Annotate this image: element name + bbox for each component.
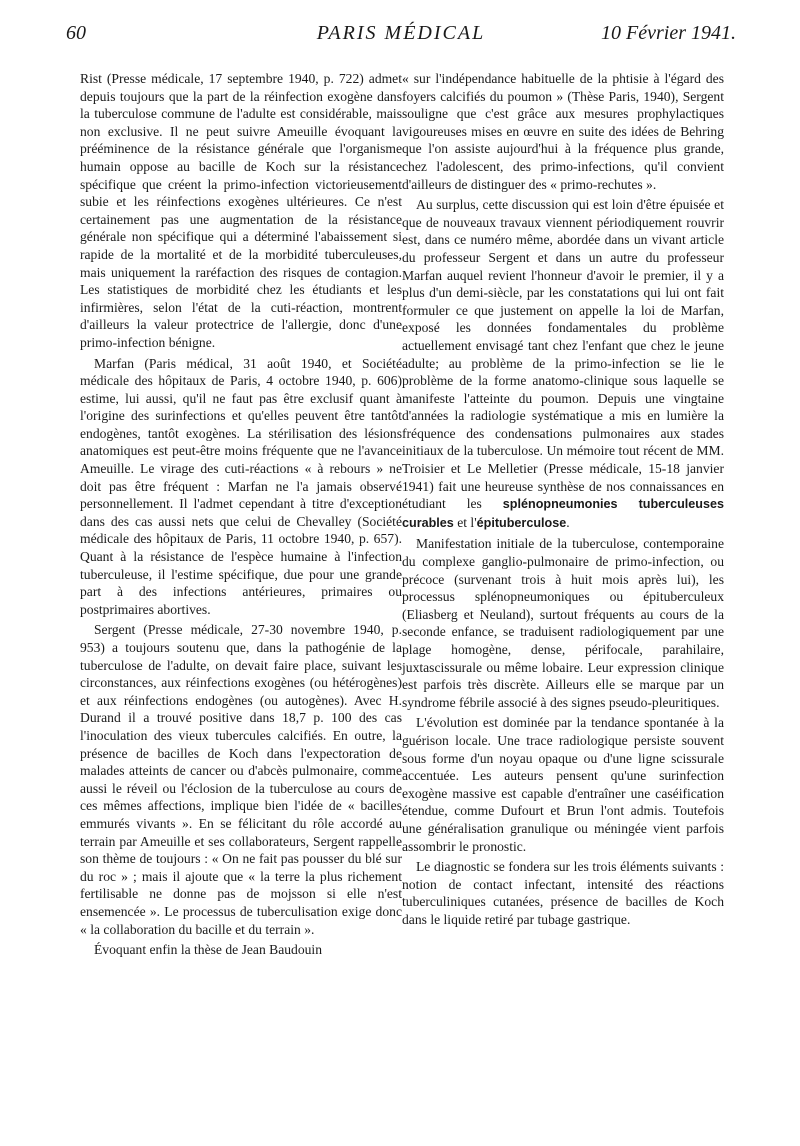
paragraph-text: et l' [457, 514, 477, 530]
paragraph-text: Au surplus, cette discussion qui est loin d'être épuisée et que de nouveaux travaux viennent périodiquement rouvrir est, dans ce numéro même, abordée dans un vivant article du professeur Sergent et dans un autre du professeur Marfan auquel revient l'honneur d'avoir le premier, il y a plus d'un demi-siècle, par les constatations qui lui ont fait formuler ce que justement on appelle la loi de Marfan, exposé les données fondamentales du problème actuellement envisagé tant chez l'enfant que chez le jeune adulte; au problème de la primo-infection se lie le problème de la forme anatomo-clinique sous laquelle se manifeste l'atteinte du poumon. Depuis une vingtaine d'années la radiologie systématique a mis en lumière la fréquence des condensations pulmonaires aux stades initiaux de la tuberculose. Un mémoire tout récent de MM. Troisier et Le Melletier (Presse médicale, 15-18 janvier 1941) fait une heureuse synthèse de nos connaissances en étudiant les [402, 197, 724, 512]
paragraph: Sergent (Presse médicale, 27-30 novembre 1940, p. 953) a toujours soutenu que, dans la pathogénie de la tuberculose de l'adulte, on devait faire place, suivant les circonstances, aux réinfections exogènes (ou hétérogènes) et aux réinfections endogènes (ou autogènes). Avec H. Durand il a trouvé positive dans 18,7 p. 100 des cas l'inoculation des vieux tubercules calcifiés. En outre, la présence de bacilles de Koch dans l'expectoration de malades atteints de cancer ou d'abcès pulmonaire, comme aussi le réveil ou l'éclosion de la tuberculose au cours de ces mêmes affections, implique bien l'idée de « bacilles emmurés vivants ». En se félicitant du rôle accordé au terrain par Ameuille et ses collaborateurs, Sergent rappelle son thème de toujours : « On ne fait pas pousser du blé sur du roc » ; mais il ajoute que « la terre la plus richement fertilisable ne donne pas de mojsson si elle n'est ensemencée ». Le processus de tuberculisation exige donc « la collaboration du bacille et du terrain ». [80, 622, 402, 937]
paragraph-with-emphasis [402, 196, 724, 532]
paragraph: Manifestation initiale de la tuberculose, contemporaine du complexe ganglio-pulmonaire de primo-infection, ou précoce (survenant trois à huit mois après lui), les processus splénopneumoniques ou épituberculeux (Eliasberg et Neuland), surtout fréquents au cours de la seconde enfance, se traduisent radiologiquement par une plage homogène, dense, périfocale, parahilaire, juxtascissurale ou même lobaire. Leur expression clinique est parfois très discrète. Ailleurs elle se marque par un syndrome fébrile associé à des signes pseudo-pleuritiques. [402, 536, 724, 710]
bold-term: épituberculose [476, 515, 567, 530]
paragraph: Rist (Presse médicale, 17 septembre 1940, p. 722) admet depuis toujours que la part de la réinfection exogène dans la tuberculose commune de l'adulte est considérable, mais non exclusive. Il ne peut suivre Ameuille évoquant la prééminence de la résistance générale que l'organisme humain oppose au bacille de Koch sur la résistance spécifique que créent la primo-infection victorieusement subie et les réinfections exogènes ultérieures. Ce n'est certainement pas une augmentation de la résistance générale non spécifique qui a déterminé l'abaissement si rapide de la mortalité et de la morbidité tuberculeuses, mais uniquement la raréfaction des risques de contagion. Les statistiques de morbidité chez les étudiants et les infirmières, selon l'état de la cuti-réaction, montrent d'ailleurs la valeur protectrice de l'allergie, donc d'une primo-infection bénigne. [80, 71, 402, 350]
paragraph: L'évolution est dominée par la tendance spontanée à la guérison locale. Une trace radiologique persiste souvent sous forme d'un noyau opaque ou d'une ligne scissurale accentuée. Les auteurs pensent qu'une surinfection exogène massive est capable d'entraîner une caséification étendue, comme Dufourt et Brun l'ont admis. Toutefois une généralisation granulique ou méningée vient parfois assombrir le pronostic. [402, 715, 724, 854]
journal-title: PARIS MÉDICAL [316, 22, 486, 44]
paragraph: Marfan (Paris médical, 31 août 1940, et Société médicale des hôpitaux de Paris, 4 octobre 1940, p. 606) estime, lui aussi, qu'il ne faut pas être exclusif quant à l'origine des surinfections et qu'elles peuvent être tantôt endogènes, tantôt exogènes. La stérilisation des lésions anatomiques est peut-être moins fréquente que ne l'avance Ameuille. Le virage des cuti-réactions « à rebours » ne doit pas être fréquent : Marfan ne l'a jamais observé personnellement. Il l'admet cependant à titre d'exception dans des cas aussi nets que celui de Chevalley (Société médicale des hôpitaux de Paris, 11 octobre 1940, p. 657). Quant à la résistance de l'espèce humaine à l'infection tuberculeuse, il l'estime spécifique, due pour une grande part à des infections antérieures, primaires ou postprimaires abortives. [80, 355, 402, 617]
paragraph: « sur l'indépendance habituelle de la phtisie à l'égard des foyers calcifiés du poumon » (Thèse Paris, 1940), Sergent souligne que c'est grâce aux mesures prophylactiques vigoureuses mises en œuvre en suite des idées de Behring que l'on assiste aujourd'hui à la fréquence plus grande, chez l'adolescent, des primo-infections, qu'il convient d'ailleurs de distinguer des « primo-rechutes ». [402, 71, 724, 192]
page-number: 60 [66, 22, 86, 44]
left-column [80, 70, 402, 959]
right-column [402, 70, 724, 929]
paragraph: Évoquant enfin la thèse de Jean Baudouin [94, 942, 323, 958]
bold-term: splénopneumonies tuberculeuses curables [402, 497, 724, 530]
page-header [66, 22, 736, 52]
issue-date: 10 Février 1941. [601, 22, 736, 44]
paragraph: Le diagnostic se fondera sur les trois éléments suivants : notion de contact infectant, intensité des réactions tuberculiniques cutanées, présence de bacilles de Koch dans le liquide retiré par tubage gastrique. [402, 859, 724, 927]
paragraph-text: . [566, 514, 570, 530]
